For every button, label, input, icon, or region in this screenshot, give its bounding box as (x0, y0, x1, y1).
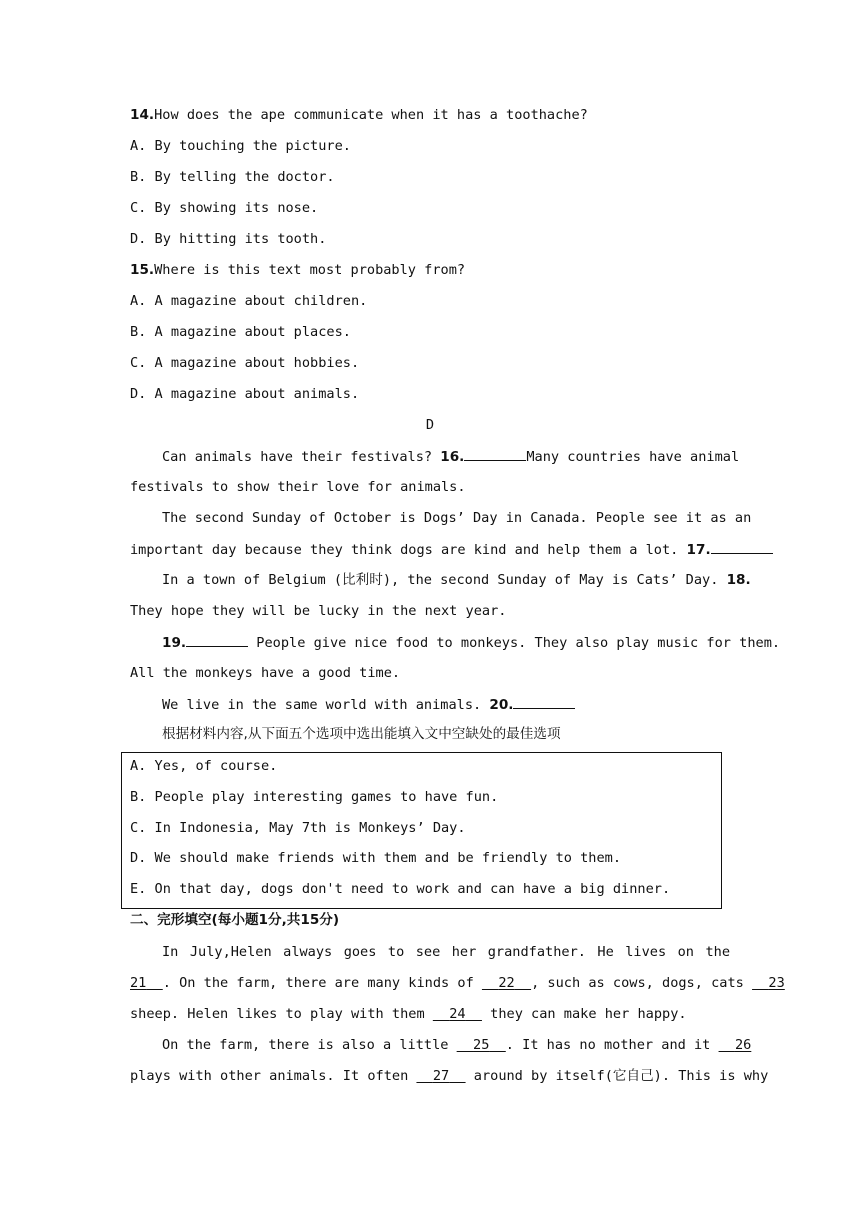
cloze-line (130, 974, 785, 992)
passage-line (130, 540, 773, 559)
text-span: Can animals have their festivals? (162, 449, 433, 465)
cloze-blank-22: 22 (498, 975, 515, 991)
option-15b: B. A magazine about places. (130, 324, 351, 340)
text-span: People give nice food to monkeys. They also play music for them. (256, 635, 781, 651)
question-number: 14. (130, 107, 155, 123)
blank-number-20: 20. (489, 697, 514, 713)
text-span: . It has no mother and it (505, 1037, 711, 1053)
text-span: sheep. Helen likes to play with them (130, 1006, 425, 1022)
text-span: , such as cows, dogs, cats (531, 975, 744, 991)
passage-heading: D (425, 417, 435, 433)
cloze-line (162, 1036, 751, 1054)
choice-b: B. People play interesting games to have fun. (130, 789, 499, 805)
passage-line (162, 633, 780, 652)
question-15 (130, 261, 465, 279)
passage-line: festivals to show their love for animals. (130, 479, 466, 495)
passage-line: They hope they will be lucky in the next year. (130, 603, 507, 619)
text-span: important day because they think dogs are kind and help them a lot. (130, 542, 679, 558)
choice-a: A. Yes, of course. (130, 758, 278, 774)
blank-number-17: 17. (686, 542, 711, 558)
option-14d: D. By hitting its tooth. (130, 231, 327, 247)
text-span: they can make her happy. (490, 1006, 687, 1022)
option-15d: D. A magazine about animals. (130, 386, 360, 402)
text-span: We live in the same world with animals. (162, 697, 482, 713)
passage-line (162, 571, 751, 589)
cloze-blank-26: 26 (734, 1037, 752, 1053)
choice-c: C. In Indonesia, May 7th is Monkeys’ Day. (130, 820, 466, 836)
option-15c: C. A magazine about hobbies. (130, 355, 360, 371)
answer-blank-17[interactable] (711, 540, 773, 554)
option-14a: A. By touching the picture. (130, 138, 351, 154)
section-title: 二、完形填空(每小题1分,共15分) (130, 912, 340, 928)
answer-blank-19[interactable] (186, 633, 248, 647)
choice-d: D. We should make friends with them and be friendly to them. (130, 850, 622, 866)
option-14b: B. By telling the doctor. (130, 169, 335, 185)
choice-e: E. On that day, dogs don't need to work and can have a big dinner. (130, 881, 671, 897)
cloze-blank-27: 27 (432, 1068, 450, 1084)
cloze-blank-24: 24 (449, 1006, 466, 1022)
question-number: 15. (130, 262, 155, 278)
text-span: plays with other animals. It often (130, 1068, 409, 1084)
answer-blank-20[interactable] (513, 695, 575, 709)
cloze-line (130, 1005, 687, 1023)
cloze-line: In July,Helen always goes to see her grandfather. He lives on the (162, 944, 730, 960)
option-15a: A. A magazine about children. (130, 293, 368, 309)
blank-number-16: 16. (440, 449, 465, 465)
blank-number-18: 18. (726, 572, 751, 588)
passage-line (162, 695, 575, 714)
blank-number-19: 19. (162, 635, 187, 651)
question-stem: Where is this text most probably from? (154, 262, 466, 278)
instruction-text: 根据材料内容,从下面五个选项中选出能填入文中空缺处的最佳选项 (162, 726, 561, 742)
text-span: On the farm, there is also a little (162, 1037, 449, 1053)
cloze-blank-21: 21 (130, 975, 147, 991)
text-span: In a town of Belgium (比利时), the second Sunday of May is Cats’ Day. (162, 572, 719, 588)
cloze-line (130, 1067, 768, 1085)
cloze-blank-23: 23 (768, 975, 785, 991)
passage-line: All the monkeys have a good time. (130, 665, 401, 681)
cloze-blank-25: 25 (473, 1037, 490, 1053)
option-14c: C. By showing its nose. (130, 200, 319, 216)
text-span: around by itself(它自己). This is why (473, 1068, 769, 1084)
passage-line: The second Sunday of October is Dogs’ Day in Canada. People see it as an (162, 510, 752, 526)
text-span: . On the farm, there are many kinds of (162, 975, 474, 991)
passage-line (162, 447, 739, 466)
text-span: Many countries have animal (526, 449, 740, 465)
answer-blank-16[interactable] (464, 447, 526, 461)
question-14 (130, 106, 588, 124)
question-stem: How does the ape communicate when it has a toothache? (154, 107, 588, 123)
